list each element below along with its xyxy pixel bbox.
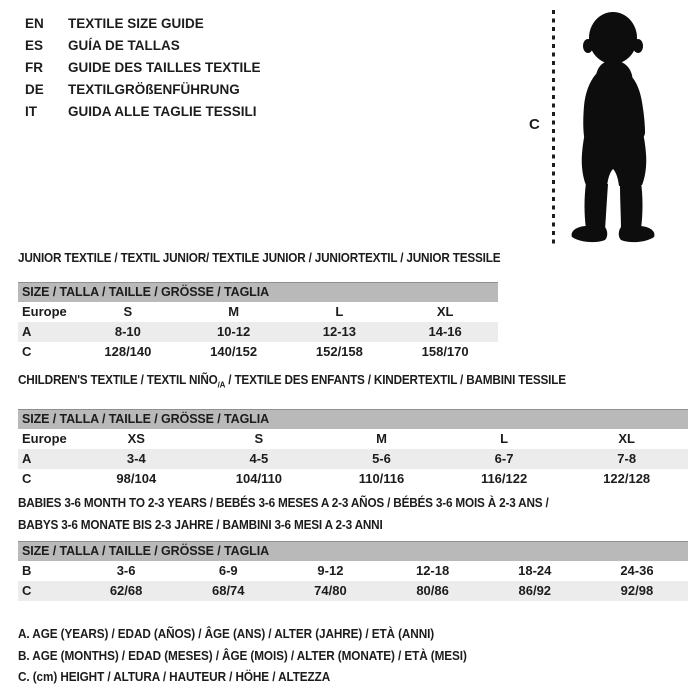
language-row	[25, 101, 261, 123]
table-cell: 18-24	[518, 563, 552, 578]
table-cell: 62/68	[109, 583, 143, 598]
table-size-header: SIZE / TALLA / TAILLE / GRÖSSE / TAGLIA	[18, 541, 688, 561]
language-title: GUIDA ALLE TAGLIE TESSILI	[68, 104, 257, 119]
table-row	[18, 581, 688, 601]
language-title: TEXTILE SIZE GUIDE	[68, 16, 204, 31]
table-cell: 6-9	[218, 563, 238, 578]
table-cell: XL	[618, 430, 635, 446]
table-title-text: / TEXTILE DES ENFANTS / KINDERTEXTIL / BAMBINI TESSILE	[225, 373, 566, 387]
height-measure-dashed-line	[552, 10, 555, 247]
table-cell: 4-5	[249, 450, 269, 466]
footnote-line: A. AGE (YEARS) / EDAD (AÑOS) / ÂGE (ANS) / ALTER (JAHRE) / ETÀ (ANNI)	[18, 627, 435, 641]
toddler-silhouette-icon	[563, 8, 665, 248]
table-title	[18, 250, 501, 267]
table-cell: 140/152	[210, 344, 258, 359]
language-row	[25, 13, 261, 35]
table-title-text: JUNIOR TEXTILE / TEXTIL JUNIOR/ TEXTILE JUNIOR / JUNIORTEXTIL / JUNIOR TESSILE	[18, 251, 501, 265]
table-cell: 3-6	[116, 563, 136, 578]
language-title: GUIDE DES TAILLES TEXTILE	[68, 60, 261, 75]
table-cell: 110/116	[358, 470, 405, 486]
table-row-label: A	[22, 324, 32, 339]
table-cell: S	[254, 430, 264, 446]
table-cell: XS	[127, 430, 145, 446]
table-cell: 10-12	[217, 324, 251, 339]
table-cell: 86/92	[518, 583, 552, 598]
language-list	[25, 13, 261, 123]
table-row	[18, 469, 688, 489]
table-cell: 7-8	[617, 450, 637, 466]
table-cell: 3-4	[126, 450, 146, 466]
table-row-label: C	[22, 470, 32, 486]
babies-textile-table	[18, 492, 688, 601]
table-cell: 9-12	[317, 563, 344, 578]
table-title-text: CHILDREN'S TEXTILE / TEXTIL NIÑO	[18, 373, 218, 387]
table-cell: 5-6	[372, 450, 391, 466]
table-cell: L	[335, 304, 344, 319]
footnote-line: B. AGE (MONTHS) / EDAD (MESES) / ÂGE (MOIS) / ALTER (MONATE) / ETÀ (MESI)	[18, 648, 467, 663]
table-cell: 152/158	[315, 344, 363, 359]
table-row	[18, 322, 498, 342]
table-cell: 68/74	[211, 583, 245, 598]
table-row	[18, 561, 688, 581]
table-title-text: BABIES 3-6 MONTH TO 2-3 YEARS / BEBÉS 3-6 MESES A 2-3 AÑOS / BÉBÉS 3-6 MOIS À 2-3 ANS /	[18, 496, 549, 510]
table-title	[18, 372, 648, 394]
language-code: IT	[25, 104, 37, 119]
table-row	[18, 302, 498, 322]
table-cell: 92/98	[620, 583, 654, 598]
table-title	[18, 492, 648, 536]
table-cell: M	[228, 304, 240, 319]
table-cell: 80/86	[416, 583, 449, 598]
language-title: GUÍA DE TALLAS	[68, 38, 180, 53]
language-row	[25, 57, 261, 79]
table-row-label: Europe	[22, 430, 67, 446]
table-title-line	[18, 492, 648, 514]
table-row-label: C	[22, 344, 32, 359]
language-code: EN	[25, 16, 44, 31]
table-cell: 104/110	[235, 470, 283, 486]
table-cell: 12-18	[415, 563, 450, 578]
table-row	[18, 429, 688, 449]
language-row	[25, 35, 261, 57]
table-row	[18, 449, 688, 469]
table-cell: 8-10	[114, 324, 141, 339]
table-cell: 116/122	[480, 470, 528, 486]
table-row-label: B	[22, 563, 32, 578]
table-cell: 122/128	[603, 470, 651, 486]
table-cell: 12-13	[322, 324, 356, 339]
table-cell: 24-36	[620, 563, 654, 578]
table-title-subscript: /A	[217, 379, 226, 390]
junior-textile-table	[18, 250, 501, 362]
table-cell: 14-16	[428, 324, 462, 339]
table-cell: XL	[436, 304, 454, 319]
measure-c-label: C	[529, 116, 540, 133]
footnote-line: C. (cm) HEIGHT / ALTURA / HAUTEUR / HÖHE / ALTEZZA	[18, 670, 331, 684]
language-row	[25, 79, 261, 101]
language-code: ES	[25, 38, 44, 53]
table-title-line	[18, 514, 648, 536]
table-cell: 158/170	[421, 344, 469, 359]
language-code: DE	[25, 82, 44, 97]
table-cell: 6-7	[494, 450, 514, 466]
table-title-line	[18, 372, 648, 394]
footnotes	[18, 624, 495, 689]
table-row-label: C	[22, 583, 32, 598]
table-size-header: SIZE / TALLA / TAILLE / GRÖSSE / TAGLIA	[18, 409, 688, 429]
table-row-label: Europe	[22, 304, 67, 319]
table-title-line	[18, 250, 501, 267]
table-cell: M	[376, 430, 387, 446]
table-row	[18, 342, 498, 362]
childrens-textile-table	[18, 372, 688, 489]
table-cell: 98/104	[116, 470, 157, 486]
table-cell: S	[123, 304, 133, 319]
language-code: FR	[25, 60, 43, 75]
table-cell: 128/140	[104, 344, 152, 359]
table-size-header: SIZE / TALLA / TAILLE / GRÖSSE / TAGLIA	[18, 282, 498, 302]
language-title: TEXTILGRÖßENFÜHRUNG	[68, 82, 240, 97]
table-cell: 74/80	[314, 583, 347, 598]
table-title-text: BABYS 3-6 MONATE BIS 2-3 JAHRE / BAMBINI 3-6 MESI A 2-3 ANNI	[18, 518, 383, 532]
table-row-label: A	[22, 450, 32, 466]
table-cell: L	[500, 430, 509, 446]
